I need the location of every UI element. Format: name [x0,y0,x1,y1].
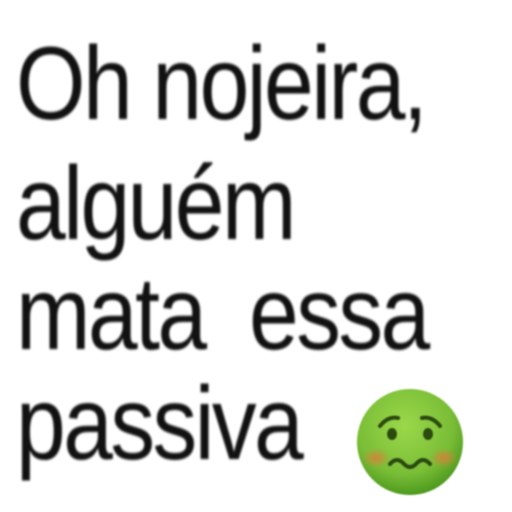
emoji-left-blush [362,448,390,468]
caption-line-1: Oh nojeira, [16,26,426,142]
emoji-face [357,389,463,495]
emoji-right-blush [430,448,458,468]
emoji-right-eye [423,428,433,440]
emoji-left-eye [387,428,397,440]
nauseated-face-icon [354,386,466,498]
caption-line-3: mata essa [16,256,428,372]
caption-line-2: alguém [16,146,294,262]
caption-line-4: passiva [16,366,302,482]
